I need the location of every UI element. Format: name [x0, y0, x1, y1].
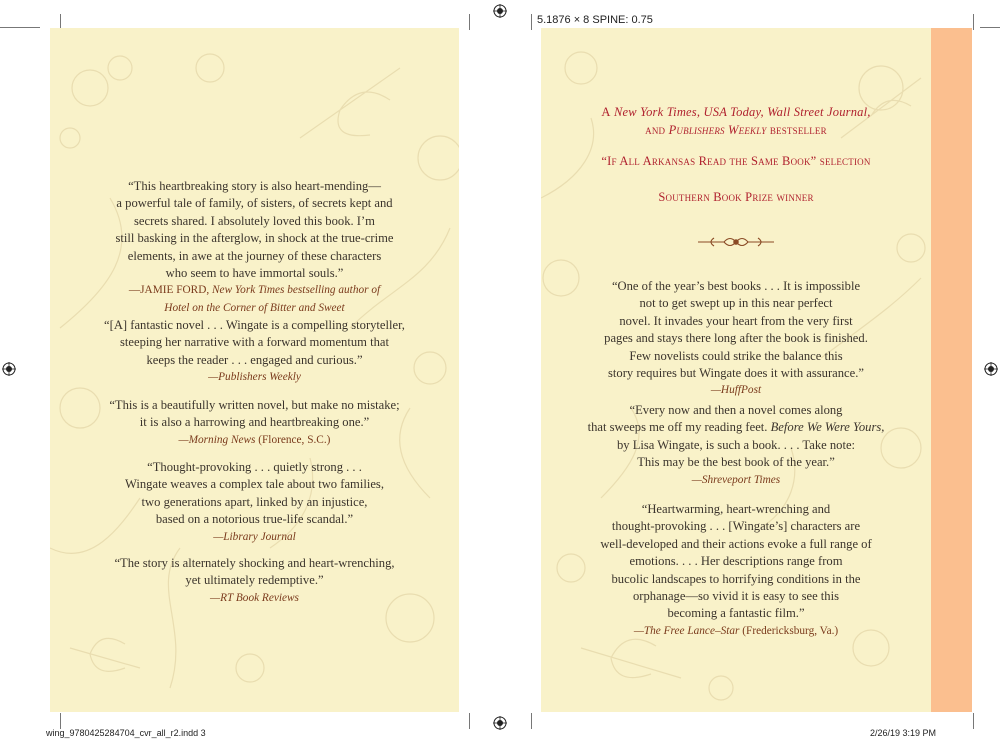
quote-line: bucolic landscapes to horrifying conditions in the [611, 571, 861, 586]
quote-morning-news [50, 397, 459, 449]
quote-fragment: that sweeps me off my reading feet. [587, 420, 768, 435]
registration-mark-icon [493, 716, 507, 730]
attribution-source: —RT Book Reviews [210, 591, 299, 604]
southern-book-prize: Southern Book Prize winner [658, 190, 814, 204]
quote-shreveport-times [541, 402, 931, 489]
crop-mark [469, 14, 470, 30]
quote-line: two generations apart, linked by an injustice, [141, 494, 368, 509]
book-title: Before We Were Yours, [770, 420, 885, 435]
quote-library-journal [50, 459, 459, 546]
back-cover-right-panel [541, 28, 931, 712]
quote-line: This may be the best book of the year.” [637, 455, 835, 470]
quote-attribution [50, 369, 459, 386]
quote-attribution [541, 472, 931, 489]
bestseller-article: A [601, 105, 611, 119]
attribution-source: —Morning News [178, 433, 256, 446]
crop-mark [0, 27, 40, 28]
bestseller-lists [541, 105, 931, 120]
quote-attribution [541, 623, 931, 640]
attribution-source: —HuffPost [710, 384, 762, 397]
quote-attribution [50, 300, 459, 317]
quote-line: Few novelists could strike the balance this [629, 348, 843, 363]
crop-mark [973, 713, 974, 729]
quote-line: well-developed and their actions evoke a full range of [600, 536, 872, 551]
bestseller-line-2 [541, 123, 931, 138]
arkansas-selection: “If All Arkansas Read the Same Book” selection [601, 154, 871, 168]
registration-mark-icon [493, 4, 507, 18]
registration-mark-icon [984, 362, 998, 376]
ornament-divider-icon [696, 234, 776, 250]
quote-line: orphanage—so vivid it is easy to see this [632, 589, 839, 604]
crop-mark [469, 713, 470, 729]
quote-attribution [50, 282, 459, 299]
quote-publishers-weekly [50, 317, 459, 387]
quote-line: “One of the year’s best books . . . It is impossible [611, 279, 861, 293]
quote-line: yet ultimately redemptive.” [185, 573, 324, 588]
attribution-source: —Publishers Weekly [208, 371, 301, 384]
quote-line: pages and stays there long after the book is finished. [604, 331, 868, 346]
quote-line: “Every now and then a novel comes along [629, 403, 843, 417]
back-cover-left-panel [50, 28, 459, 712]
quote-line: “This is a beautifully written novel, but make no mistake; [109, 398, 400, 412]
attribution-credit: New York Times bestselling author of [212, 284, 381, 297]
quote-line: becoming a fantastic film.” [667, 606, 805, 621]
quote-line: it is also a harrowing and heartbreaking one.” [139, 415, 370, 430]
quote-line [541, 419, 931, 436]
quote-line: novel. It invades your heart from the very first [619, 313, 853, 328]
quote-jamie-ford [50, 178, 459, 317]
quote-line: “The story is alternately shocking and heart-wrenching, [114, 556, 395, 570]
quote-line: not to get swept up in this near perfect [639, 296, 833, 311]
quote-attribution [50, 590, 459, 607]
quote-line: keeps the reader . . . engaged and curious.” [146, 352, 363, 367]
quote-free-lance-star [541, 501, 931, 640]
quote-attribution [50, 529, 459, 546]
bestseller-publications: New York Times, USA Today, Wall Street Journal, [613, 105, 871, 119]
crop-mark [531, 713, 532, 729]
quote-line: Wingate weaves a complex tale about two families, [125, 477, 384, 492]
file-name-slug: wing_9780425284704_cvr_all_r2.indd 3 [46, 728, 206, 738]
quote-line: secrets shared. I absolutely loved this book. I’m [134, 213, 375, 228]
quote-line: “[A] fantastic novel . . . Wingate is a compelling storyteller, [104, 318, 405, 332]
quote-line: steeping her narrative with a forward momentum that [120, 335, 389, 350]
crop-mark [980, 27, 1000, 28]
attribution-place: (Florence, S.C.) [258, 433, 331, 446]
attribution-source: —Shreveport Times [691, 473, 781, 486]
quote-line: story requires but Wingate does it with assurance.” [608, 366, 864, 381]
crop-mark [973, 14, 974, 30]
quote-line: “Heartwarming, heart-wrenching and [641, 502, 831, 516]
attribution-source: —The Free Lance–Star [633, 624, 740, 637]
quote-attribution [50, 432, 459, 449]
quote-line: “Thought-provoking . . . quietly strong . . . [147, 460, 362, 474]
quote-attribution [541, 382, 931, 399]
quote-rt-book-reviews [50, 555, 459, 607]
spine-strip [931, 28, 972, 712]
quote-line: who seem to have immortal souls.” [165, 266, 344, 281]
attribution-place: (Fredericksburg, Va.) [742, 624, 839, 637]
bestseller-suffix: bestseller [769, 123, 827, 137]
crop-mark [531, 14, 532, 30]
quote-line: elements, in awe at the journey of these characters [127, 248, 382, 263]
registration-mark-icon [2, 362, 16, 376]
quote-line: still basking in the afterglow, in shock at the true-crime [115, 231, 394, 246]
quote-line: based on a notorious true-life scandal.” [155, 512, 354, 527]
attribution-book-title: Hotel on the Corner of Bitter and Sweet [164, 301, 345, 314]
quote-line: a powerful tale of family, of sisters, of secrets kept and [116, 196, 393, 211]
trim-spine-label: 5.1876 × 8 SPINE: 0.75 [537, 14, 653, 26]
timestamp-slug: 2/26/19 3:19 PM [870, 728, 937, 738]
attribution-source: —Library Journal [213, 530, 296, 543]
attribution-name: —JAMIE FORD, [128, 284, 210, 297]
quote-line: emotions. . . . Her descriptions range from [629, 554, 843, 569]
bestseller-and: and [645, 123, 666, 137]
quote-line: “This heartbreaking story is also heart-mending— [128, 179, 381, 193]
quote-line: by Lisa Wingate, is such a book. . . . Take note: [616, 437, 856, 452]
quote-line: thought-provoking . . . [Wingate’s] characters are [611, 519, 861, 534]
bestseller-publishers-weekly: Publishers Weekly [668, 123, 767, 137]
crop-mark [60, 713, 61, 729]
quote-huffpost [541, 278, 931, 400]
